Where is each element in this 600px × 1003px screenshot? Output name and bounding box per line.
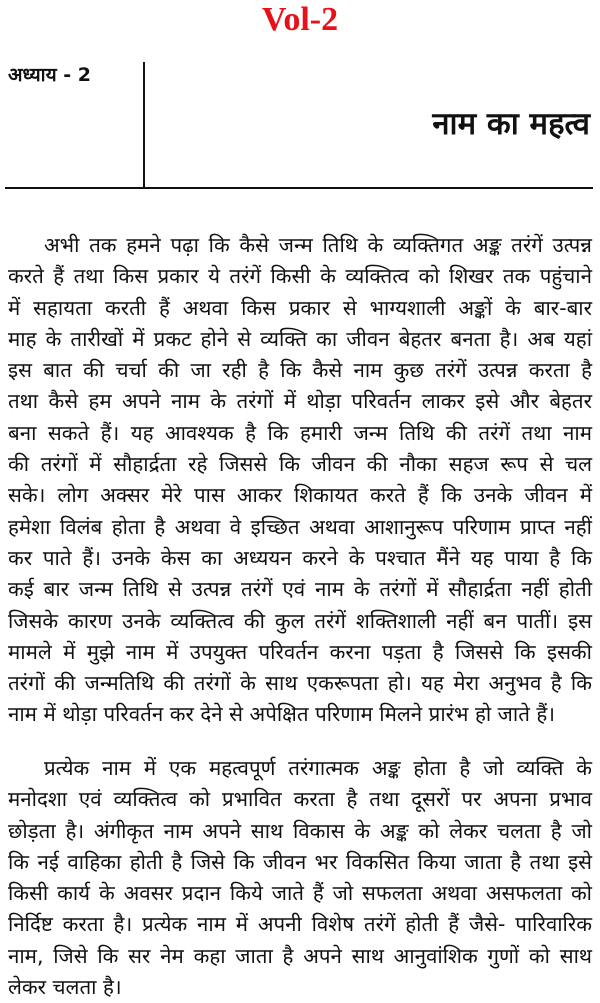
text-line: हमेशा विलंब होता है अथवा वे इच्छित अथवा आशानुरूप परिणाम प्राप्त नहीं [8,514,592,539]
text-line: सके। लोग अक्सर मेरे पास आकर शिकायत करते हैं कि उनके जीवन में [8,483,592,508]
text-line: जिसके कारण उनके व्यक्तित्व की कुल तरंगें शक्तिशाली नहीं बन पातीं। इस [8,608,592,633]
text-line: कि नई वाहिका होती है जिसे कि जीवन भर विकसित किया जाता है तथा इसे [8,849,592,874]
text-line: मनोदशा एवं व्यक्तित्व को प्रभावित करता है तथा दूसरों पर अपना प्रभाव [8,787,592,812]
text-line: बना सकते हैं। यह आवश्यक है कि हमारी जन्म तिथि की तरंगें तथा नाम [8,420,592,445]
text-line: तथा कैसे हम अपने नाम के तरंगों में थोड़ा परिवर्तन लाकर इसे और बेहतर [8,389,592,414]
text-line: किसी कार्य के अवसर प्रदान किये जाते हैं जो सफलता अथवा असफलता को [8,881,592,906]
text-line: मामले में मुझे नाम में उपयुक्त परिवर्तन करना पड़ता है जिससे कि इसकी [8,639,592,664]
text-line: लेकर चलता है। [8,975,122,1000]
text-line: कर पाते हैं। उनके केस का अध्ययन करने के पश्चात मैंने यह पाया है कि [8,545,592,570]
chapter-label: अध्याय - 2 [8,64,91,86]
text-line: अभी तक हमने पढ़ा कि कैसे जन्म तिथि के व्यक्तिगत अङ्क तरंगें उत्पन्न [44,233,592,257]
chapter-title: नाम का महत्व [432,106,590,142]
text-line: तरंगों की जन्मतिथि की तरंगों के साथ एकरूपता हो। यह मेरा अनुभव है कि [8,671,592,696]
text-line: प्रत्येक नाम में एक महत्वपूर्ण तरंगात्मक अङ्क होता है जो व्यक्ति के [44,756,592,780]
text-line: कई बार जन्म तिथि से उत्पन्न तरंगें एवं नाम के तरंगों में सौहार्द्रता नहीं होती [8,577,592,602]
vertical-divider [143,62,145,189]
paragraph-2 [8,753,592,1003]
text-line: इस बात की चर्चा की जा रही है कि कैसे नाम कुछ तरंगें उत्पन्न करता है [8,358,592,383]
text-line: करते हैं तथा किस प्रकार ये तरंगें किसी के व्यक्तित्व को शिखर तक पहुंचाने [8,264,592,289]
text-line: नाम, जिसे कि सर नेम कहा जाता है अपने साथ आनुवांशिक गुणों को साथ [8,943,592,968]
text-line: नाम में थोड़ा परिवर्तन कर देने से अपेक्षित परिणाम मिलने प्रारंभ हो जाते हैं। [8,702,556,727]
paragraph-1 [8,230,592,731]
horizontal-divider [5,187,593,189]
text-line: की तरंगों में सौहार्द्रता रहे जिससे कि जीवन की नौका सहज रूप से चल [8,452,592,477]
text-line: छोड़ता है। अंगीकृत नाम अपने साथ विकास के अङ्क को लेकर चलता है जो [8,818,592,843]
text-line: निर्दिष्ट करता है। प्रत्येक नाम में अपनी विशेष तरंगें होती हैं जैसे- पारिवारिक [8,912,592,937]
volume-heading: Vol-2 [261,1,339,38]
text-line: माह के तारीखों में प्रकट होने से व्यक्ति का जीवन बेहतर बनता है। अब यहां [8,326,592,351]
text-line: में सहायता करती हैं अथवा किस प्रकार से भाग्यशाली अङ्कों के बार-बार [8,295,592,320]
